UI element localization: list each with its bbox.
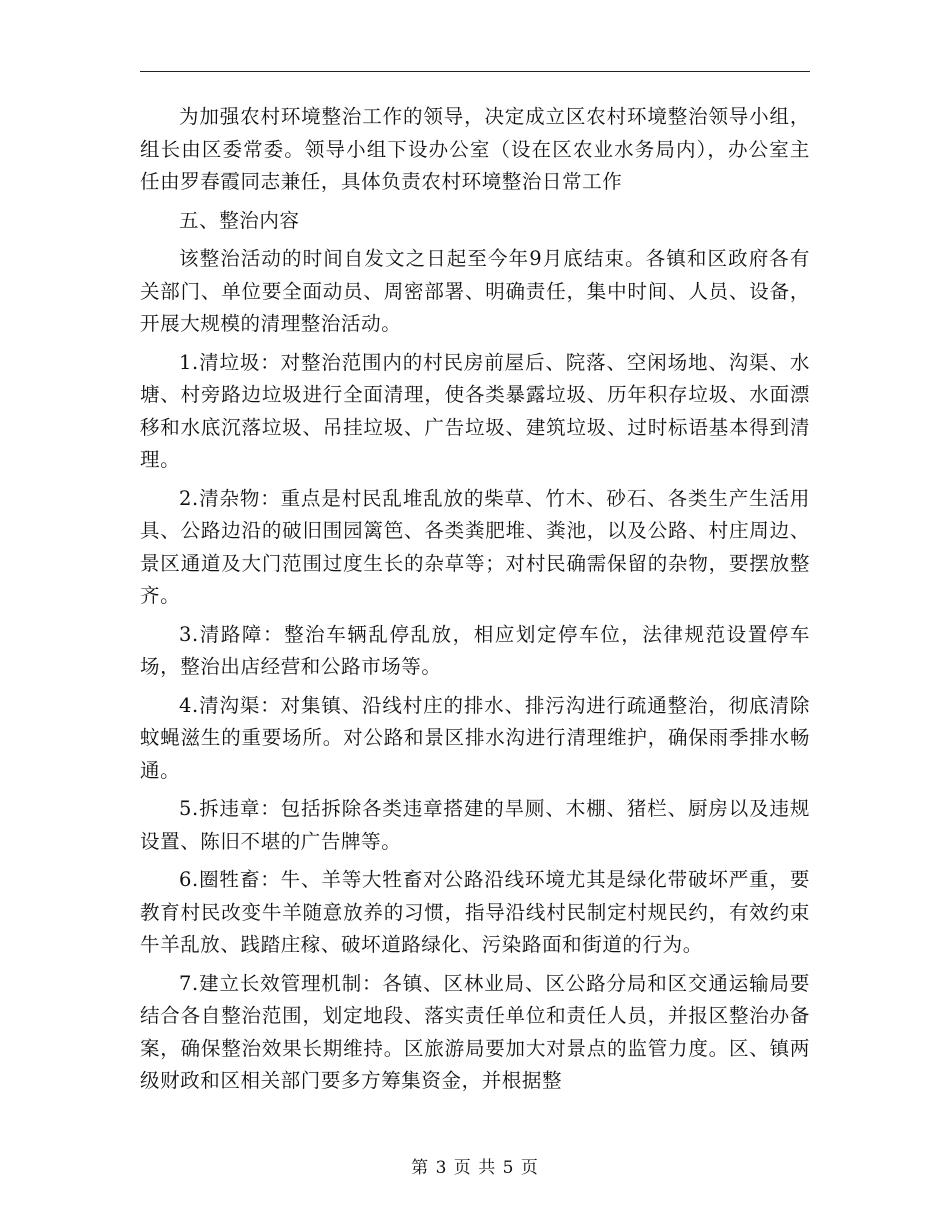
paragraph-item-pen-livestock: 6.圈牲畜：牛、羊等大牲畜对公路沿线环境尤其是绿化带破坏严重，要教育村民改变牛羊随意放养的习惯，指导沿线村民制定村规民约，有效约束牛羊乱放、践踏庄稼、破坏道路绿化、污染路面和街道的行为。 [140, 868, 810, 956]
page-number-footer: 第 3 页 共 5 页 [411, 1158, 539, 1178]
paragraph-item-clear-ditches: 4.清沟渠：对集镇、沿线村庄的排水、排污沟进行疏通整治，彻底清除蚊蝇滋生的重要场所。对公路和景区排水沟进行清理维护，确保雨季排水畅通。 [140, 693, 810, 782]
section-heading-rectification-content: 五、整治内容 [179, 208, 300, 232]
paragraph-leadership-group: 为加强农村环境整治工作的领导，决定成立区农村环境整治领导小组，组长由区委常委。领导小组下设办公室（设在区农业水务局内），办公室主任由罗春霞同志兼任，具体负责农村环境整治日常工作 [140, 105, 810, 193]
document-body [140, 101, 810, 1098]
header-rule [140, 71, 810, 72]
paragraph-item-clear-garbage: 1.清垃圾：对整治范围内的村民房前屋后、院落、空闲场地、沟渠、水塘、村旁路边垃圾进行全面清理，使各类暴露垃圾、历年积存垃圾、水面漂移和水底沉落垃圾、吊挂垃圾、广告垃圾、建筑垃圾、过时标语基本得到清理。 [140, 350, 810, 471]
paragraph-item-demolish-illegal-structures: 5.拆违章：包括拆除各类违章搭建的旱厕、木棚、猪栏、厨房以及违规设置、陈旧不堪的广告牌等。 [140, 797, 810, 853]
paragraph-item-clear-road-obstacles: 3.清路障：整治车辆乱停乱放，相应划定停车位，法律规范设置停车场，整治出店经营和公路市场等。 [140, 622, 810, 678]
paragraph-activity-timeframe: 该整治活动的时间自发文之日起至今年9月底结束。各镇和区政府各有关部门、单位要全面动员、周密部署、明确责任，集中时间、人员、设备，开展大规模的清理整治活动。 [140, 247, 810, 335]
paragraph-item-clear-debris: 2.清杂物：重点是村民乱堆乱放的柴草、竹木、砂石、各类生产生活用具、公路边沿的破旧围园篱笆、各类粪肥堆、粪池，以及公路、村庄周边、景区通道及大门范围过度生长的杂草等；对村民确需保留的杂物，要摆放整齐。 [140, 486, 810, 607]
paragraph-item-long-term-mechanism: 7.建立长效管理机制：各镇、区林业局、区公路分局和区交通运输局要结合各自整治范围，划定地段、落实责任单位和责任人员，并报区整治办备案，确保整治效果长期维持。区旅游局要加大对景点的监管力度。区、镇两级财政和区相关部门要多方筹集资金，并根据整 [140, 971, 810, 1092]
